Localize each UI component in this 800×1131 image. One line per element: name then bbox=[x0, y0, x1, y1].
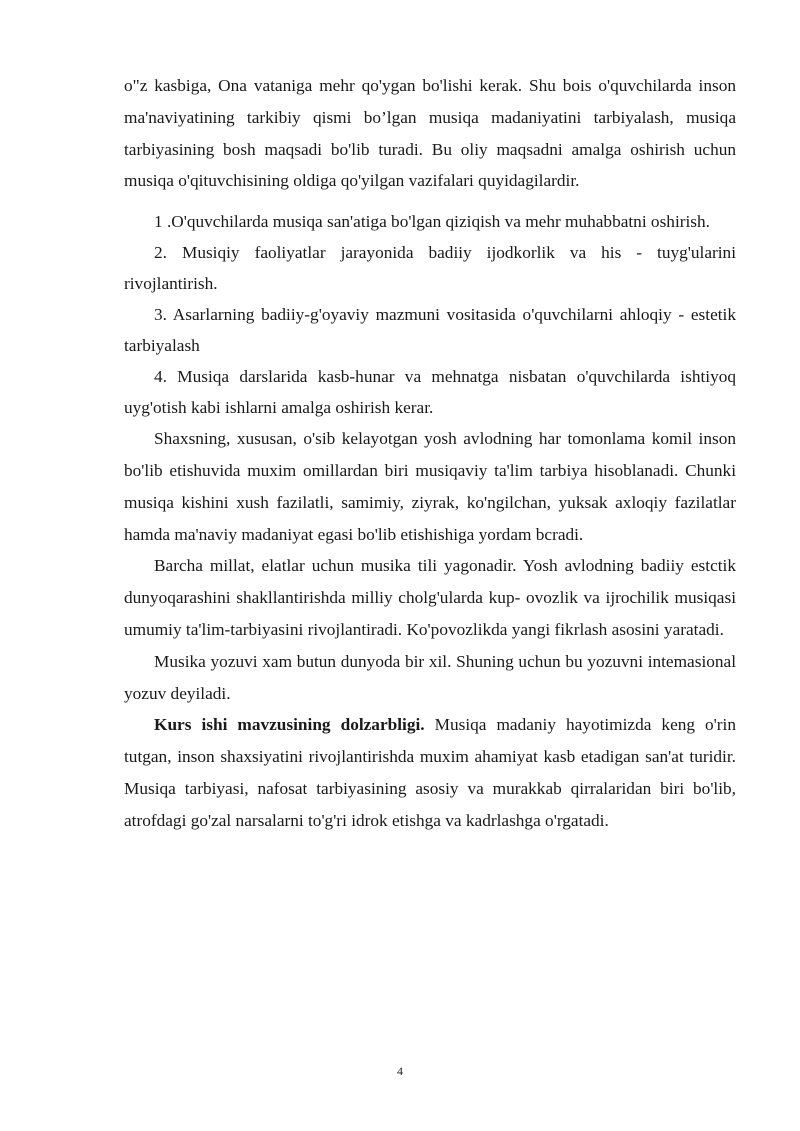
relevance-text: Musiqa madaniy hayotimizda keng o'rin tutgan, inson shaxsiyatini rivojlantirishda muxim ahamiyat kasb etadigan san'at turidir. Musiqa tarbiyasi, nafosat tarbiyasining asosiy va murakkab qirralaridan biri bo'lib, atrofdagi go'zal narsalarni to'g'ri idrok etishga va kadrlashga o'rgatadi. bbox=[124, 715, 736, 830]
list-item-3: 3. Asarlarning badiiy-g'oyaviy mazmuni vositasida o'quvchilarni ahloqiy - estetik tarbiyalash bbox=[124, 305, 736, 356]
paragraph-personality: Shaxsning, xususan, o'sib kelayotgan yosh avlodning har tomonlama komil inson bo'lib etishuvida muxim omillardan biri musiqaviy ta'lim tarbiya hisoblanadi. Chunki musiqa kishini xush fazilatli, samimiy, ziyrak, ko'ngilchan, yuksak axloqiy fazilatlar hamda ma'naviy madaniyat egasi bo'lib etishishiga yordam bcradi. bbox=[124, 429, 736, 544]
document-page bbox=[124, 70, 736, 837]
paragraph-nations: Barcha millat, elatlar uchun musika tili yagonadir. Yosh avlodning badiiy estctik dunyoqarashini shakllantirishda milliy cholg'ularda kup- ovozlik va ijrochilik musiqasi umumiy ta'lim-tarbiyasini rivojlantiradi. Ko'povozlikda yangi fikrlash asosini yaratadi. bbox=[124, 556, 736, 639]
list-item-2: 2. Musiqiy faoliyatlar jarayonida badiiy ijodkorlik va his - tuyg'ularini rivojlantirish. bbox=[124, 243, 736, 294]
paragraph-intro-continuation: o"z kasbiga, Ona vataniga mehr qo'ygan bo'lishi kerak. Shu bois o'quvchilarda inson ma'naviyatining tarkibiy qismi bo’lgan musiqa madaniyatini tarbiyalash, musiqa tarbiyasining bosh maqsadi bo'lib turadi. Bu oliy maqsadni amalga oshirish uchun musiqa o'qituvchisining oldiga qo'yilgan vazifalari quyidagilardir. bbox=[124, 76, 736, 191]
page-number: 4 bbox=[397, 1064, 403, 1078]
paragraph-notation: Musika yozuvi xam butun dunyoda bir xil. Shuning uchun bu yozuvni intemasional yozuv deyiladi. bbox=[124, 651, 736, 703]
paragraph-relevance bbox=[124, 709, 736, 836]
list-item-4: 4. Musiqa darslarida kasb-hunar va mehnatga nisbatan o'quvchilarda ishtiyoq uyg'otish kabi ishlarni amalga oshirish kerar. bbox=[124, 367, 736, 418]
relevance-heading: Kurs ishi mavzusining dolzarbligi. bbox=[154, 715, 425, 735]
list-item-1: 1 .O'quvchilarda musiqa san'atiga bo'lgan qiziqish va mehr muhabbatni oshirish. bbox=[154, 212, 710, 232]
